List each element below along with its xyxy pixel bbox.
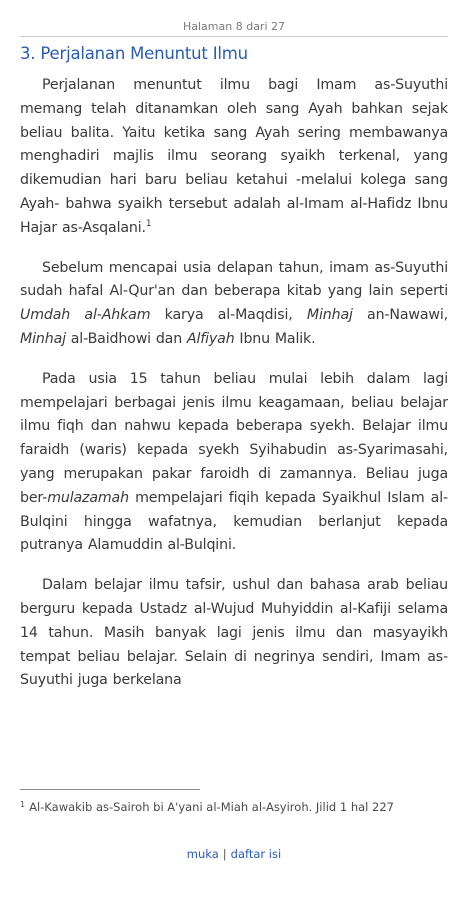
paragraph-4-text: Dalam belajar ilmu tafsir, ushul dan bahasa arab beliau berguru kepada Ustadz al-Wujud Muhyiddin al-Kafiji selama 14 tahun. Masih banyak lagi jenis ilmu dan masyayikh tempat beliau belajar. Selain di negrinya sendiri, Imam as-Suyuthi juga berkelana xyxy=(20,577,448,689)
footnote xyxy=(20,799,448,815)
book-title-umdah: Umdah al-Ahkam xyxy=(20,307,151,324)
header-divider xyxy=(20,36,448,37)
paragraph-2-text-i: Ibnu Malik. xyxy=(234,330,316,347)
paragraph-1 xyxy=(20,74,448,241)
paragraph-3-text-a: Pada usia 15 tahun beliau mulai lebih dalam lagi mempelajari berbagai jenis ilmu keagamaan, beliau belajar ilmu fiqh dan nahwu kepada beberapa syekh. Belajar ilmu faraidh (waris) kepada syekh Syihabudin as-Syarimasahi, yang merupakan pakar faroidh di zamannya. Beliau juga ber- xyxy=(20,370,448,506)
book-title-minhaj-1: Minhaj xyxy=(306,307,353,324)
footnote-text: Al-Kawakib as-Sairoh bi A'yani al-Miah al-Asyiroh. Jilid 1 hal 227 xyxy=(29,800,394,814)
paragraph-4 xyxy=(20,574,448,693)
term-mulazamah: mulazamah xyxy=(47,489,129,506)
paragraph-2-text-g: al-Baidhowi dan xyxy=(65,330,187,347)
footer-separator: | xyxy=(222,847,227,861)
paragraph-1-text: Perjalanan menuntut ilmu bagi Imam as-Suyuthi memang telah ditanamkan oleh sang Ayah bahkan sejak beliau balita. Yaitu ketika sang Ayah sering membawanya menghadiri majlis ilmu seorang syaikh terkenal, yang dikemudian hari baru beliau ketahui -melalui kolega sang Ayah- bahwa syaikh tersebut adalah al-Imam al-Hafidz Ibnu Hajar as-Asqalani. xyxy=(20,77,448,236)
table-of-contents-link[interactable]: daftar isi xyxy=(230,847,282,861)
home-link[interactable]: muka xyxy=(186,847,219,861)
footnote-divider xyxy=(20,789,200,790)
paragraph-3-text-c: mempelajari fiqih kepada Syaikhul Islam al-Bulqini hingga wafatnya, kemudian berlanjut kepada putranya Alamuddin al-Bulqini. xyxy=(20,489,448,554)
paragraph-2-text-a: Sebelum mencapai usia delapan tahun, imam as-Suyuthi sudah hafal Al-Qur'an dan beberapa kitab yang lain seperti xyxy=(20,259,448,300)
page-indicator: Halaman 8 dari 27 xyxy=(182,20,286,33)
paragraph-2 xyxy=(20,257,448,352)
paragraph-2-text-e: an-Nawawi, xyxy=(352,307,449,324)
book-title-minhaj-2: Minhaj xyxy=(20,330,66,347)
body-text xyxy=(20,74,448,709)
book-title-alfiyah: Alfiyah xyxy=(186,330,235,347)
footnote-reference[interactable]: 1 xyxy=(145,218,152,229)
paragraph-2-text-c: karya al-Maqdisi, xyxy=(150,307,307,324)
footer-navigation xyxy=(0,847,468,861)
paragraph-3 xyxy=(20,368,448,558)
footnote-marker: 1 xyxy=(20,800,26,809)
section-title: 3. Perjalanan Menuntut Ilmu xyxy=(20,44,248,63)
